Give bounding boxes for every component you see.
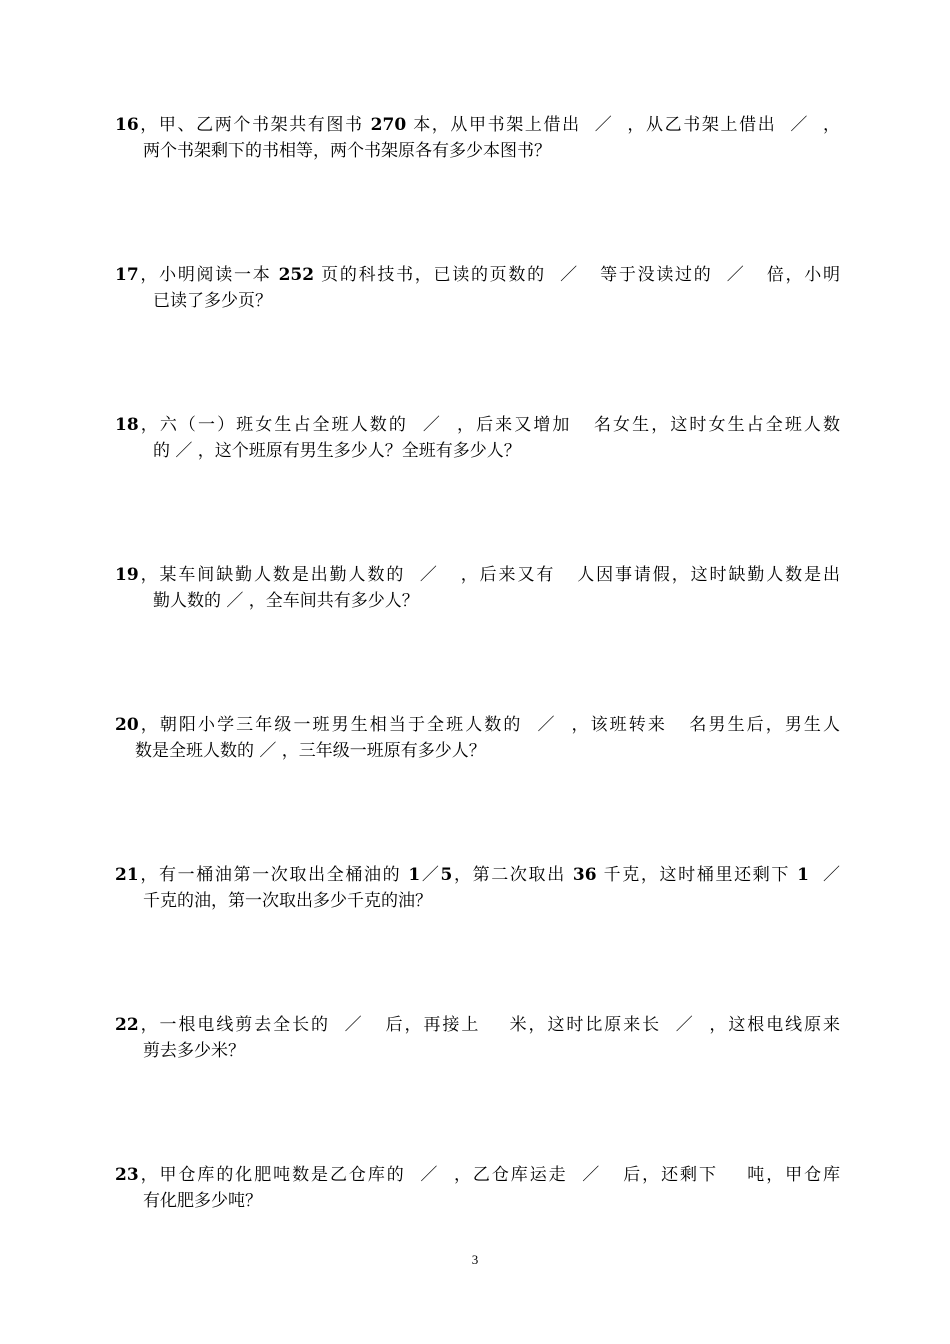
problem-text-segment: 252 [278, 265, 315, 285]
problem-text-segment: 页的科技书，已读的页数的 ／ 等于没读过的 ／ 倍，小明 [314, 265, 840, 285]
problem-text-segment: 1 [797, 865, 809, 885]
problem-text-segment: ，六（一）班女生占全班人数的 ／ ，后来又增加 名女生，这时女生占全班人数 [138, 415, 840, 435]
problem-number: 18 [115, 415, 139, 435]
problem-20 [115, 712, 840, 764]
problem-text-segment: ，有一桶油第一次取出全桶油的 [138, 865, 409, 885]
problem-first-line [115, 112, 840, 138]
problem-23 [115, 1162, 840, 1214]
problem-text-segment: 本，从甲书架上借出 ／ ，从乙书架上借出 ／ ， [406, 115, 840, 135]
problem-second-line: 勤人数的 ／ ，全车间共有多少人？ [153, 591, 419, 611]
problem-text-segment: ／ [420, 865, 441, 885]
problem-number: 21 [115, 865, 139, 885]
problem-first-line [115, 412, 840, 438]
page-number: 3 [471, 1252, 479, 1267]
problem-second-line: 已读了多少页？ [153, 291, 272, 311]
problem-text-segment: 5 [440, 865, 453, 885]
problem-second-line: 千克的油，第一次取出多少千克的油？ [143, 891, 432, 911]
problem-text-segment: ，甲仓库的化肥吨数是乙仓库的 ／ ，乙仓库运走 ／ 后，还剩下 吨，甲仓库 [138, 1165, 840, 1185]
problem-text-segment: ，小明阅读一本 [138, 265, 279, 285]
problem-text-segment: ，一根电线剪去全长的 ／ 后，再接上 米，这时比原来长 ／ ，这根电线原来 [138, 1015, 840, 1035]
problem-number: 19 [115, 565, 139, 585]
problem-text-segment: ，甲、乙两个书架共有图书 [138, 115, 371, 135]
problem-first-line [115, 712, 840, 738]
problem-21 [115, 862, 840, 914]
problem-first-line [115, 1162, 840, 1188]
problem-first-line [115, 1012, 840, 1038]
problem-text-segment: 千克，这时桶里还剩下 [596, 865, 798, 885]
problem-number: 22 [115, 1015, 139, 1035]
problem-22 [115, 1012, 840, 1064]
problem-17 [115, 262, 840, 314]
problem-18 [115, 412, 840, 464]
problem-19 [115, 562, 840, 614]
problem-text-segment: ／ [808, 865, 841, 885]
problem-first-line [115, 262, 840, 288]
problem-text-segment: 270 [370, 115, 407, 135]
problem-first-line [115, 562, 840, 588]
problem-second-line: 剪去多少米？ [143, 1041, 245, 1061]
problem-number: 20 [115, 715, 139, 735]
problem-text-segment: ，第二次取出 [452, 865, 573, 885]
problem-text-segment: 36 [572, 865, 597, 885]
problem-text-segment: ，朝阳小学三年级一班男生相当于全班人数的 ／ ，该班转来 名男生后，男生人 [138, 715, 840, 735]
problem-number: 23 [115, 1165, 139, 1185]
problem-second-line: 有化肥多少吨？ [143, 1191, 262, 1211]
problem-text-segment: ，某车间缺勤人数是出勤人数的 ／ ，后来又有 人因事请假，这时缺勤人数是出 [138, 565, 840, 585]
problem-second-line: 的 ／ ，这个班原有男生多少人？全班有多少人？ [153, 441, 521, 461]
problem-text-segment: 1 [408, 865, 421, 885]
problem-16 [115, 112, 840, 164]
problem-number: 17 [115, 265, 139, 285]
problem-first-line [115, 862, 840, 888]
problem-second-line: 两个书架剩下的书相等，两个书架原各有多少本图书？ [143, 141, 551, 161]
problem-number: 16 [115, 115, 139, 135]
problem-second-line: 数是全班人数的 ／ ，三年级一班原有多少人？ [135, 741, 486, 761]
